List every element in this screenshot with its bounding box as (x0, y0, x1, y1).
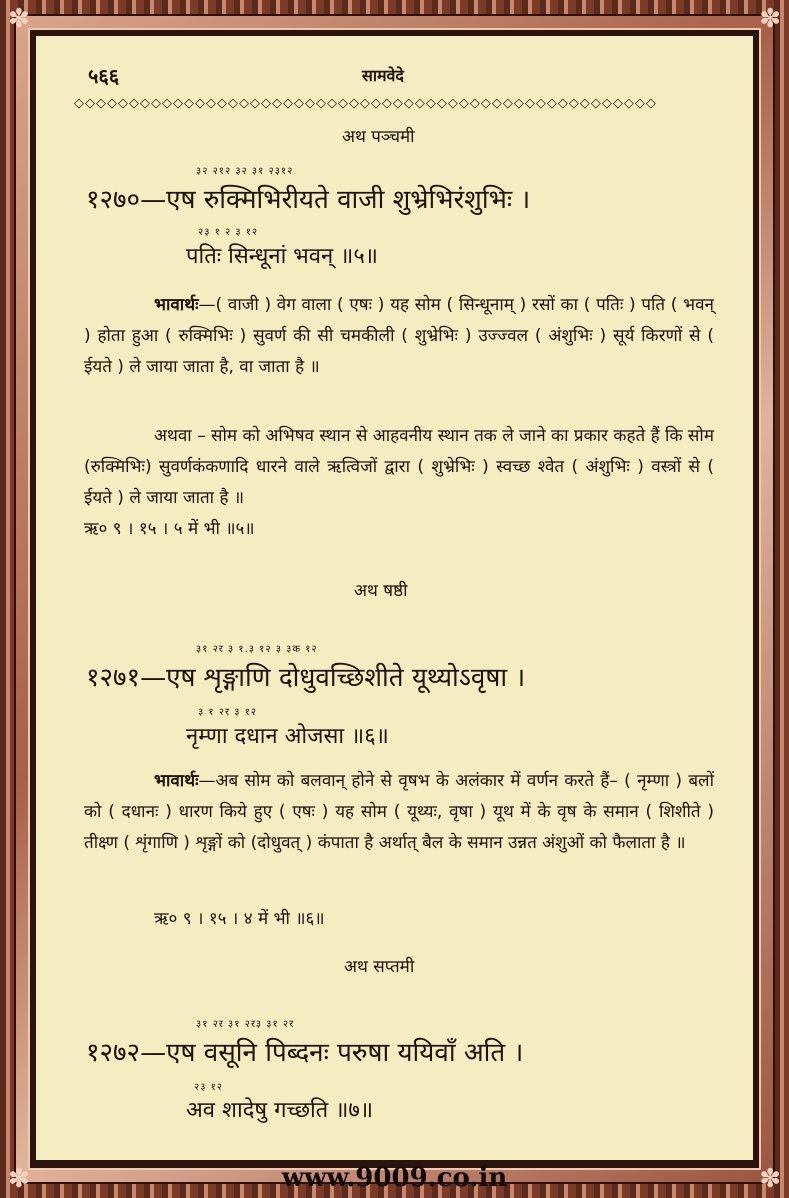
bhavartha-paragraph (84, 766, 714, 859)
document-page (36, 36, 753, 1160)
bhavartha-text: —( वाजी ) वेग वाला ( एषः ) यह सोम ( सिन्धूनाम् ) रसों का ( पतिः ) पति ( भवन् ) होता हुआ ( रुक्मिभिः ) सुवर्ण की सी चमकीली ( शुभ्रेभिः ) उज्ज्वल ( अंशुभिः ) सूर्य किरणों से ( ईयते ) ले जाया जाता है, वा जाता है ॥ (84, 295, 714, 377)
corner-ornament-icon: ✽ (759, 4, 781, 34)
verse-line: अव शादेषु गच्छति ॥७॥ (186, 1098, 374, 1123)
page-title: सामवेदे (362, 66, 404, 85)
bhavartha-paragraph (84, 290, 714, 383)
accent-marks: २३ १२ (194, 1082, 223, 1093)
verse-line: १२७०—एष रुक्मिभिरीयते वाजी शुभ्रेभिरंशुभिः । (86, 185, 531, 215)
accent-marks: २३ १ २ ३ १२ (198, 227, 259, 238)
verse-line: १२७१—एष शृङ्गाणि दोधुवच्छिशीते यूथ्योऽवृषा । (86, 663, 526, 693)
accent-marks: ३१ २र ३ १.३ १२ ३ ३क १२ (196, 644, 318, 655)
corner-ornament-icon: ✽ (8, 1164, 30, 1194)
section-heading: अथ पञ्चमी (342, 127, 415, 147)
corner-ornament-icon: ✽ (759, 1164, 781, 1194)
watermark-url: www.9009.co.in (281, 1163, 508, 1193)
bhavartha-label: भावार्थः (154, 771, 199, 791)
reference: ऋ० ९ । १५ । ५ में भी ॥५॥ (84, 519, 255, 539)
verse-line: १२७२—एष वसूनि पिब्दनः परुषा ययिवाँ अति । (86, 1038, 524, 1068)
section-heading: अथ षष्ठी (354, 581, 408, 601)
page-number: ५६६ (88, 64, 120, 88)
accent-marks: ३२ २१२ ३२ ३१ २३१२ (196, 166, 294, 177)
athava-paragraph: अथवा – सोम को अभिषव स्थान से आहवनीय स्थान तक ले जाने का प्रकार कहते हैं कि सोम (रुक्मिभिः) सुवर्णकंकणादि धारने वाले ऋत्विजों द्वारा ( शुभ्रेभिः ) स्वच्छ श्वेत ( अंशुभिः ) वस्त्रों से ( ईयते ) ले जाया जाता है ॥ (84, 426, 714, 508)
section-heading: अथ सप्तमी (344, 957, 415, 977)
bhavartha-label: भावार्थः (154, 295, 199, 315)
accent-marks: ३१ २र ३१ २र३ ३१ २र (196, 1019, 295, 1030)
corner-ornament-icon: ✽ (8, 4, 30, 34)
decorative-rule: ◇◇◇◇◇◇◇◇◇◇◇◇◇◇◇◇◇◇◇◇◇◇◇◇◇◇◇◇◇◇◇◇◇◇◇◇◇◇◇◇◇◇◇◇◇◇◇◇◇◇◇◇◇ (74, 96, 657, 110)
reference: ऋ० ९ । १५ । ४ में भी ॥६॥ (154, 909, 325, 929)
verse-line: पतिः सिन्धूनां भवन् ॥५॥ (186, 244, 378, 269)
accent-marks: ३ १ २र ३ १२ (198, 707, 258, 718)
bhavartha-text: —अब सोम को बलवान् होने से वृषभ के अलंकार में वर्णन करते हैं– ( नृम्णा ) बलों को ( दधानः ) धारण किये हुए ( एषः ) यह सोम ( यूथ्यः, वृषा ) यूथ में के वृष के समान ( शिशीते ) तीक्ष्ण ( शृंगाणि ) शृङ्गों को (दोधुवत् ) कंपाता है अर्थात् बैल के समान उन्नत अंशुओं को फैलाता है ॥ (84, 771, 714, 853)
verse-line: नृम्णा दधान ओजसा ॥६॥ (186, 724, 389, 749)
